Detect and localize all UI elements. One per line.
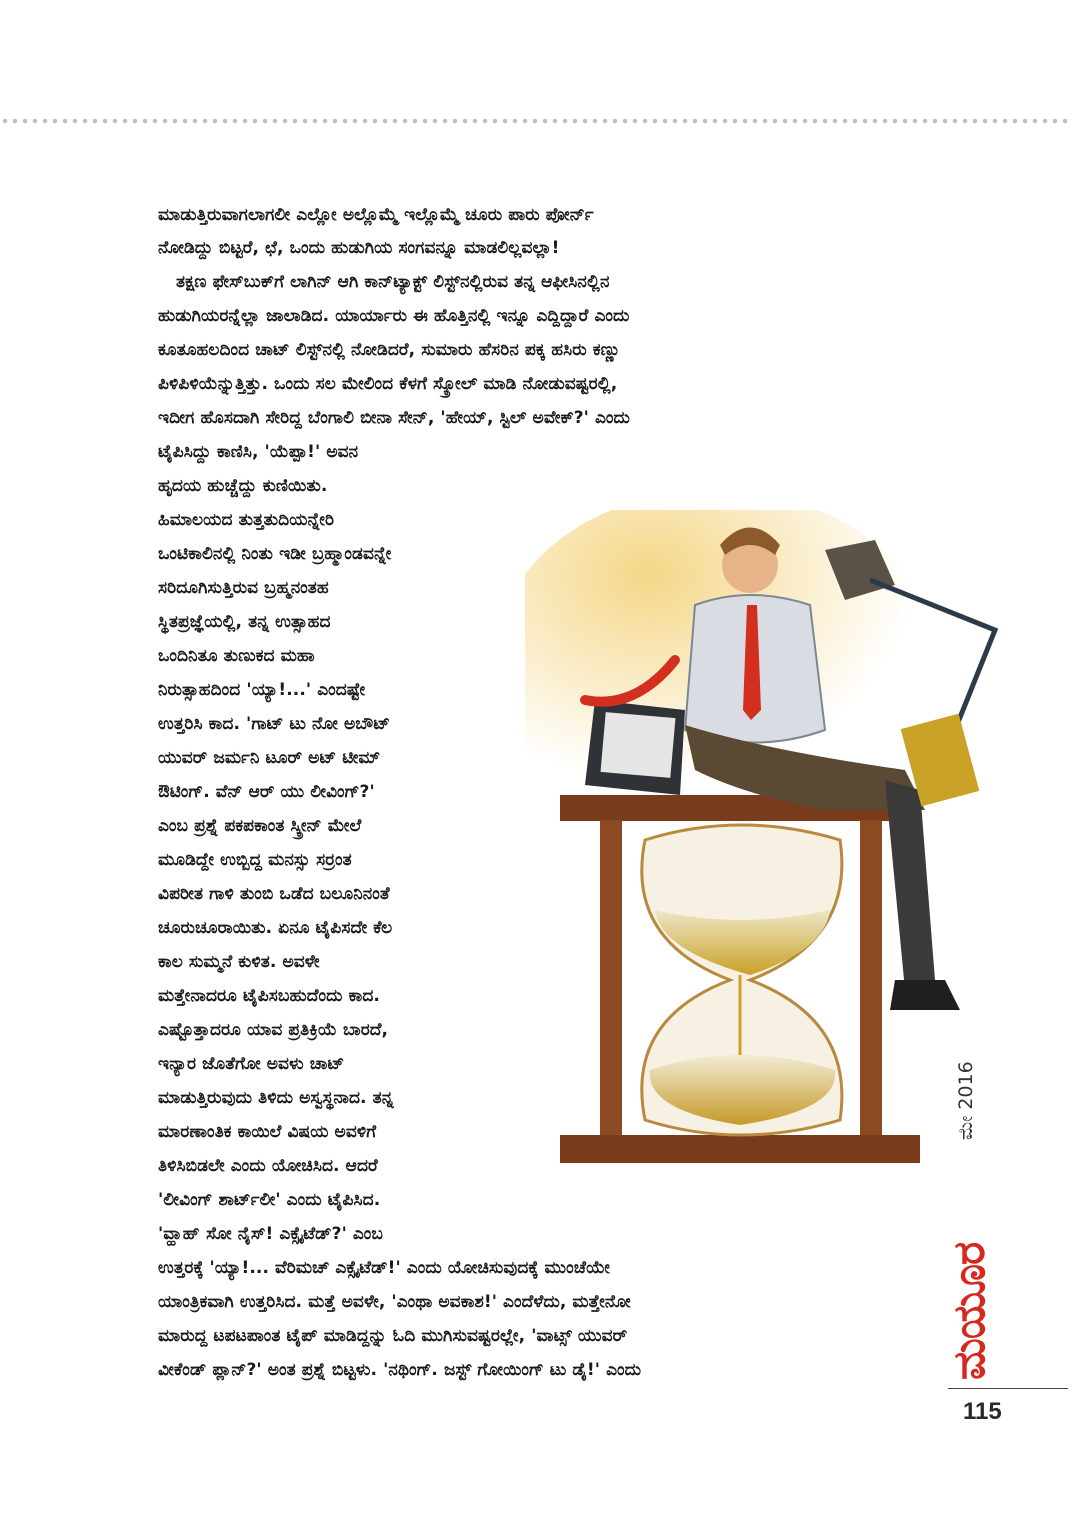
text-line: ತಿಳಿಸಿಬಿಡಲೇ ಎಂದು ಯೋಚಿಸಿದ. ಆದರೆ: [158, 1156, 378, 1176]
text-line: ಸ್ಥಿತಪ್ರಜ್ಞೆಯಲ್ಲಿ, ತನ್ನ ಉತ್ಸಾಹದ: [158, 612, 331, 632]
text-line: ಯುವರ್ ಜರ್ಮನಿ ಟೂರ್ ಅಟ್ ಟೀಮ್: [158, 748, 381, 768]
text-line: ಯಾಂತ್ರಿಕವಾಗಿ ಉತ್ತರಿಸಿದ. ಮತ್ತೆ ಅವಳೇ, 'ಎಂಥಾ ಅವಕಾಶ!' ಎಂದೆಳೆದು, ಮತ್ತೇನೋ: [158, 1292, 631, 1312]
text-line: ವೀಕೆಂಡ್ ಪ್ಲಾನ್?' ಅಂತ ಪ್ರಶ್ನೆ ಬಿಟ್ಟಳು. 'ನಥಿಂಗ್. ಜಸ್ಟ್ ಗೋಯಿಂಗ್ ಟು ಡೈ!' ಎಂದು: [158, 1360, 642, 1380]
hourglass-post-left: [600, 820, 622, 1140]
text-line: ಮೂಡಿದ್ದೇ ಉಬ್ಬಿದ್ದ ಮನಸ್ಸು ಸರ್ರಂತ: [158, 850, 352, 870]
text-line: ಮಾಡುತ್ತಿರುವಾಗಲಾಗಲೀ ಎಲ್ಲೋ ಅಲ್ಲೊಮ್ಮೆ ಇಲ್ಲೊಮ್ಮೆ ಚೂರು ಪಾರು ಪೋರ್ನ್: [158, 205, 594, 225]
text-line: ಮಾರಣಾಂತಿಕ ಕಾಯಿಲೆ ವಿಷಯ ಅವಳಿಗೆ: [158, 1122, 377, 1142]
man-shoe: [890, 980, 960, 1010]
text-line: ಇದೀಗ ಹೊಸದಾಗಿ ಸೇರಿದ್ದ ಬೆಂಗಾಲಿ ಬೀನಾ ಸೇನ್, 'ಹೇಯ್, ಸ್ಟಿಲ್ ಅವೇಕ್?' ಎಂದು: [158, 408, 631, 428]
text-line: ಪಿಳಿಪಿಳಿಯೆನ್ನುತ್ತಿತ್ತು. ಒಂದು ಸಲ ಮೇಲಿಂದ ಕೆಳಗೆ ಸ್ಕ್ರೋಲ್ ಮಾಡಿ ನೋಡುವಷ್ಟರಲ್ಲಿ,: [158, 374, 618, 394]
hourglass-post-right: [860, 820, 882, 1140]
footer-rule: [948, 1388, 1068, 1389]
text-line: 'ವ್ಹಾಹ್ ಸೋ ನೈಸ್! ಎಕ್ಸೈಟೆಡ್?' ಎಂಬ: [158, 1224, 384, 1244]
text-line: ಸರಿದೂಗಿಸುತ್ತಿರುವ ಬ್ರಹ್ಮನಂತಹ: [158, 578, 329, 598]
text-line: ಚೂರುಚೂರಾಯಿತು. ಏನೂ ಟೈಪಿಸದೇ ಕೆಲ: [158, 918, 393, 938]
text-line: ಹುಡುಗಿಯರನ್ನೆಲ್ಲಾ ಜಾಲಾಡಿದ. ಯಾರ್ಯಾರು ಈ ಹೊತ್ತಿನಲ್ಲಿ ಇನ್ನೂ ಎದ್ದಿದ್ದಾರೆ ಎಂದು: [158, 306, 630, 326]
text-line: ಇನ್ಯಾರ ಜೊತೆಗೋ ಅವಳು ಚಾಟ್: [158, 1054, 345, 1074]
text-line: ಕೂತೂಹಲದಿಂದ ಚಾಟ್ ಲಿಸ್ಟ್‌ನಲ್ಲಿ ನೋಡಿದರೆ, ಸುಮಾರು ಹೆಸರಿನ ಪಕ್ಕ ಹಸಿರು ಕಣ್ಣು: [158, 340, 621, 360]
text-line: ಉತ್ತರಕ್ಕೆ 'ಯ್ಯಾ!... ವೆರಿಮಚ್ ಎಕ್ಸೈಟೆಡ್!' ಎಂದು ಯೋಚಿಸುವುದಕ್ಕೆ ಮುಂಚೆಯೇ: [158, 1258, 610, 1278]
text-line: 'ಲೀವಿಂಗ್ ಶಾರ್ಟ್‌ಲೀ' ಎಂದು ಟೈಪಿಸಿದ.: [158, 1190, 381, 1210]
text-line: ಔಟಿಂಗ್. ವೆನ್ ಆರ್ ಯು ಲೀವಿಂಗ್?': [158, 782, 375, 802]
text-line: ಮತ್ತೇನಾದರೂ ಟೈಪಿಸಬಹುದೆಂದು ಕಾದ.: [158, 986, 380, 1006]
text-line: ಒಂದಿನಿತೂ ತುಣುಕದ ಮಹಾ: [158, 646, 315, 666]
text-line: ಹೃದಯ ಹುಚ್ಚೆದ್ದು ಕುಣಿಯಿತು.: [158, 476, 328, 496]
hourglass-base: [560, 1135, 920, 1163]
text-line: ಎಷ್ಟೊತ್ತಾದರೂ ಯಾವ ಪ್ರತಿಕ್ರಿಯೆ ಬಾರದೆ,: [158, 1020, 389, 1040]
text-line: ಉತ್ತರಿಸಿ ಕಾದ. 'ಗಾಟ್ ಟು ನೋ ಅಬೌಟ್: [158, 714, 391, 734]
text-line: ಎಂಬ ಪ್ರಶ್ನೆ ಪಕಪಕಾಂತ ಸ್ಕ್ರೀನ್ ಮೇಲೆ: [158, 816, 362, 836]
hourglass-man-illustration: [525, 510, 1065, 1210]
text-line: ನೋಡಿದ್ದು ಬಿಟ್ಟರೆ, ಛೆ, ಒಂದು ಹುಡುಗಿಯ ಸಂಗವನ್ನೂ ಮಾಡಲಿಲ್ಲವಲ್ಲಾ!: [158, 238, 560, 258]
text-line: ಮಾರುದ್ದ ಟಪಟಪಾಂತ ಟೈಪ್ ಮಾಡಿದ್ದನ್ನು ಓದಿ ಮುಗಿಸುವಷ್ಟರಲ್ಲೇ, 'ವಾಟ್ಸ್ ಯುವರ್: [158, 1326, 628, 1346]
text-line: ಮಾಡುತ್ತಿರುವುದು ತಿಳಿದು ಅಸ್ವಸ್ಥನಾದ. ತನ್ನ: [158, 1088, 394, 1108]
man-leg: [885, 780, 935, 990]
text-line: ವಿಪರೀತ ಗಾಳಿ ತುಂಬಿ ಒಡೆದ ಬಲೂನಿನಂತೆ: [158, 884, 390, 904]
text-line: ನಿರುತ್ಸಾಹದಿಂದ 'ಯ್ಯಾ!...' ಎಂದಷ್ಟೇ: [158, 680, 366, 700]
dotted-header-rule: [0, 118, 1072, 124]
text-line: ಕಾಲ ಸುಮ್ಮನೆ ಕುಳಿತ. ಅವಳೇ: [158, 952, 320, 972]
issue-date: ಮೇ 2016: [955, 1061, 977, 1140]
laptop-screen: [601, 712, 676, 778]
text-line: ತಕ್ಷಣ ಫೇಸ್‌ಬುಕ್‌ಗೆ ಲಾಗಿನ್ ಆಗಿ ಕಾನ್‌ಟ್ಯಾಕ್ಟ್ ಲಿಸ್ಟ್‌ನಲ್ಲಿರುವ ತನ್ನ ಆಫೀಸಿನಲ್ಲಿನ: [176, 272, 610, 292]
text-line: ಒಂಟಿಕಾಲಿನಲ್ಲಿ ನಿಂತು ಇಡೀ ಬ್ರಹ್ಮಾಂಡವನ್ನೇ: [158, 544, 392, 564]
text-line: ಹಿಮಾಲಯದ ತುತ್ತತುದಿಯನ್ನೇರಿ: [158, 510, 335, 530]
page-number: 115: [963, 1398, 1002, 1425]
text-line: ಟೈಪಿಸಿದ್ದು ಕಾಣಿಸಿ, 'ಯೆಪ್ಪಾ!' ಅವನ: [158, 442, 359, 462]
magazine-logo: ಮಯೂರ: [944, 1242, 995, 1380]
